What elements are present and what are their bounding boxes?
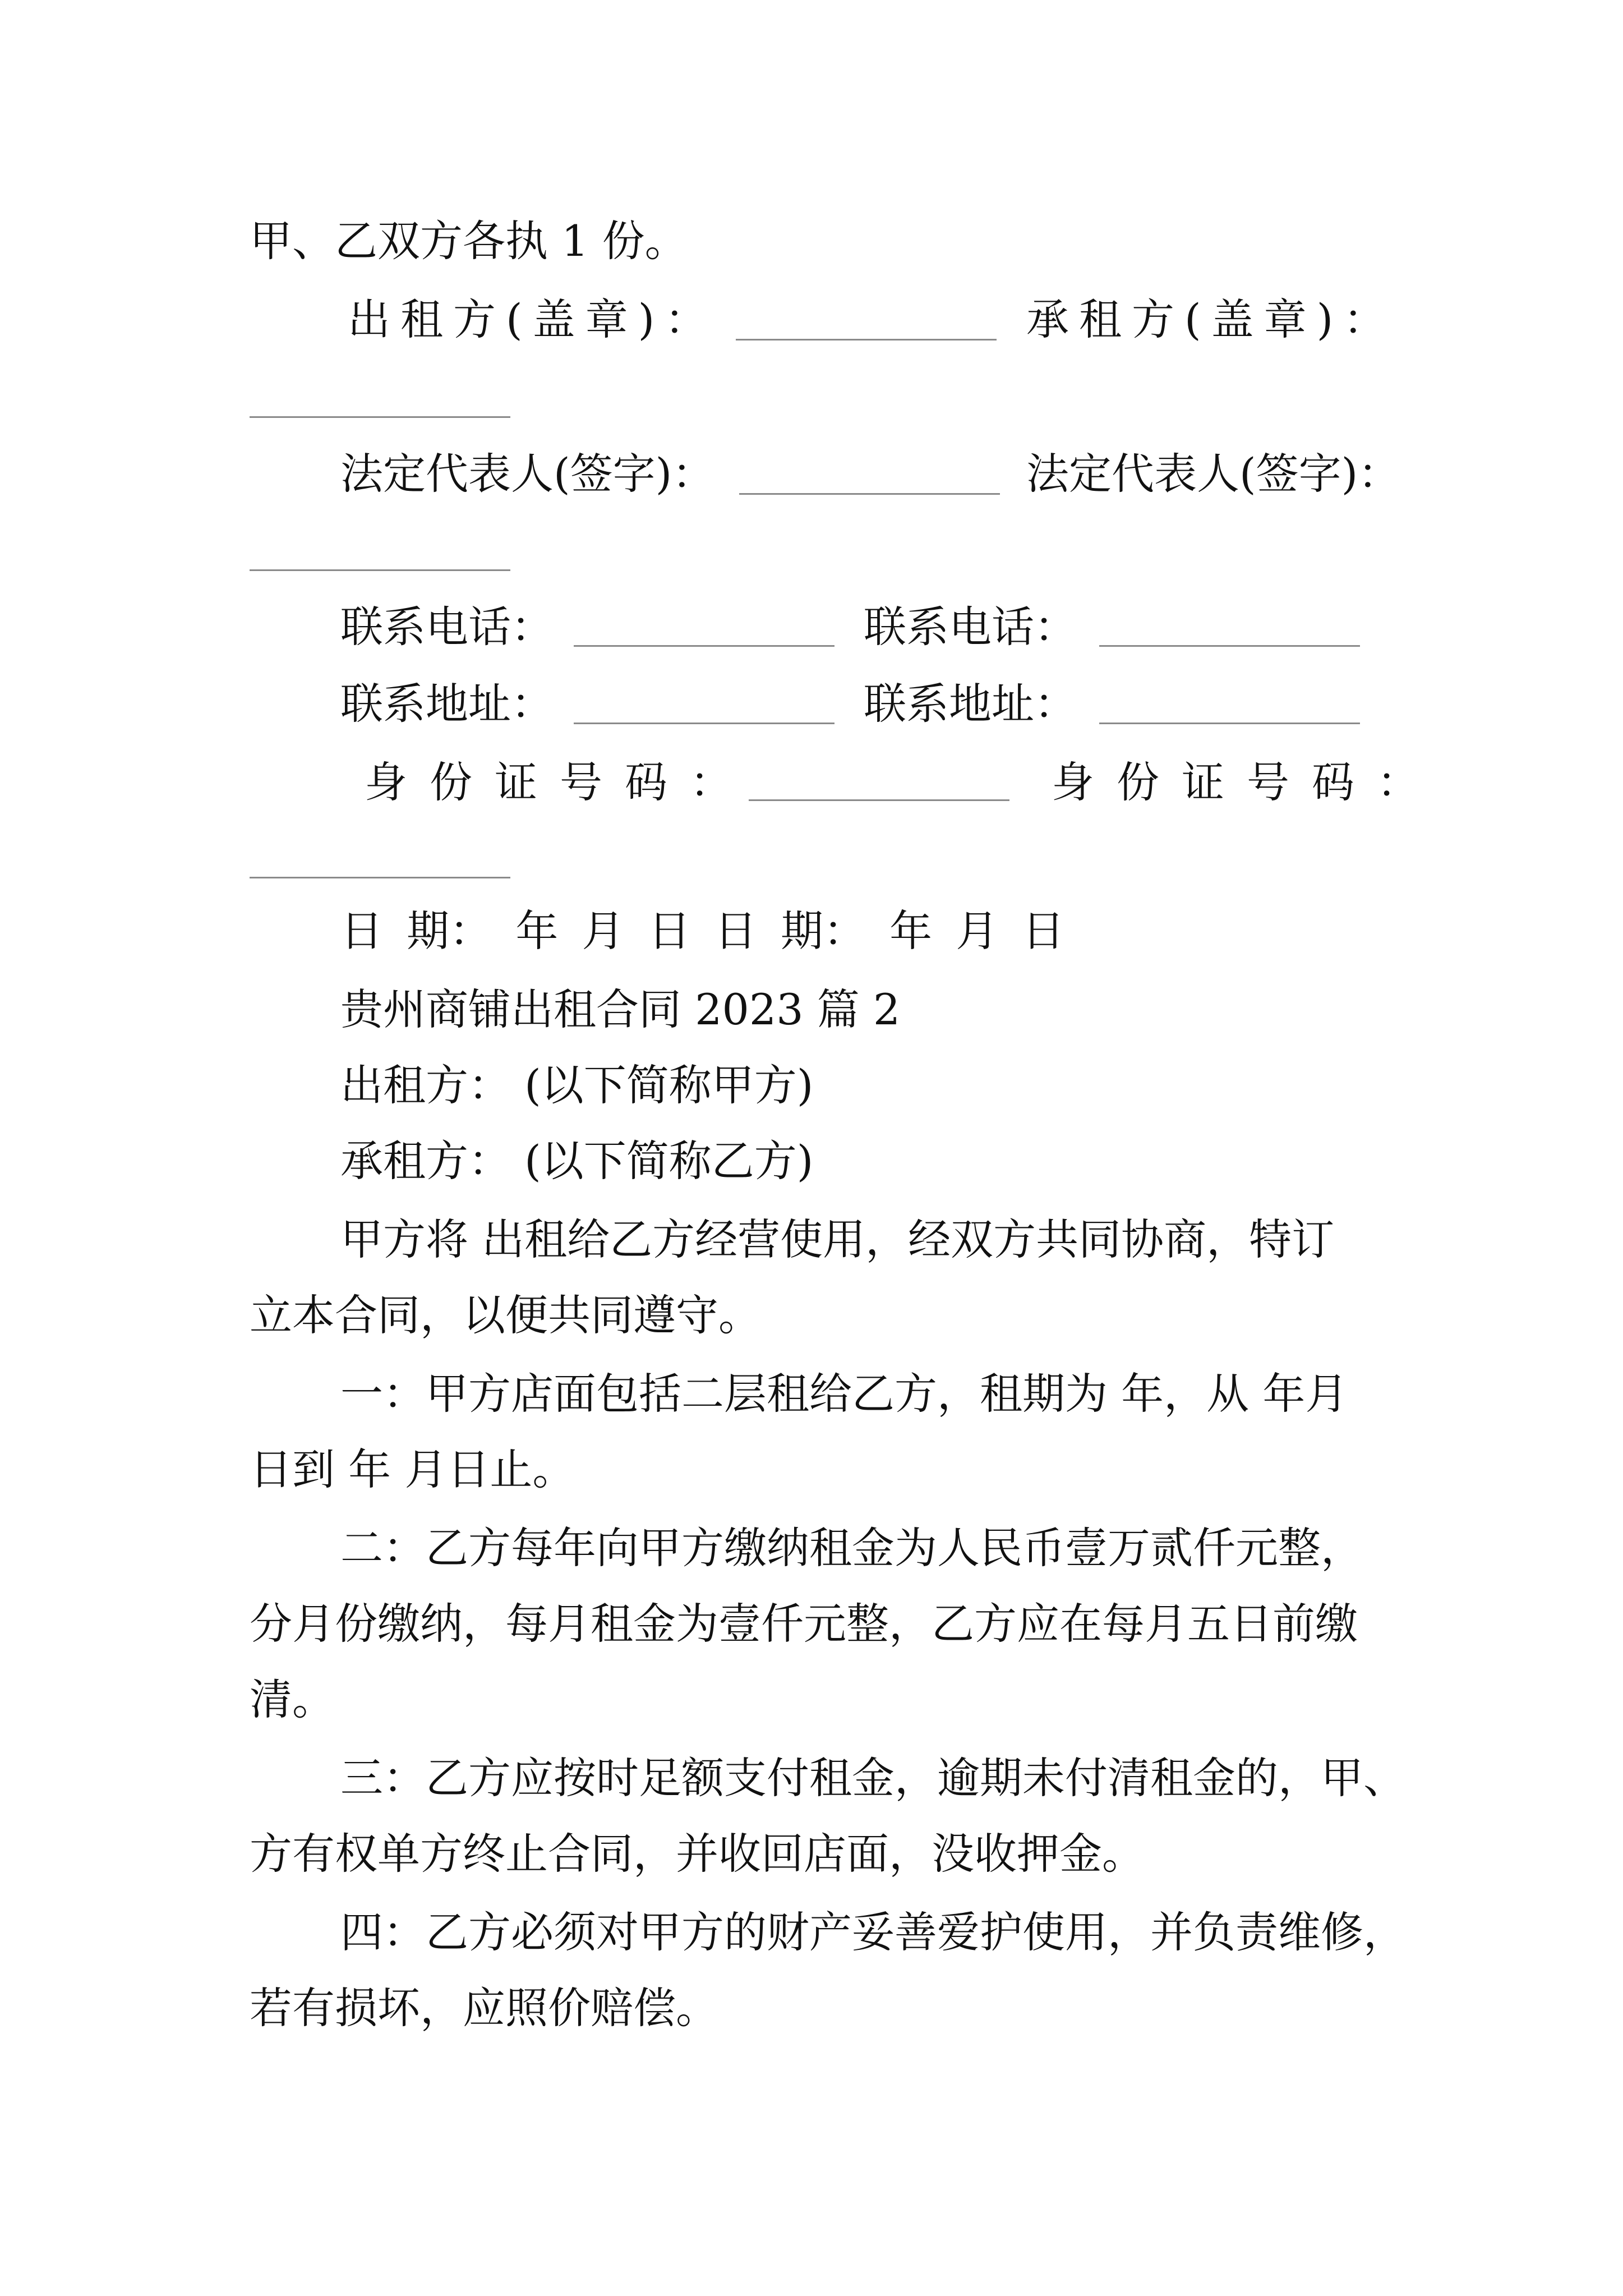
clause-3-line-1: 三：乙方应按时足额支付租金，逾期未付清租金的，甲、 xyxy=(340,1753,1406,1803)
id-b-blank xyxy=(250,877,510,878)
id-b-label: 身份证号码： xyxy=(1052,757,1442,807)
address-a-label: 联系地址： xyxy=(340,679,554,729)
phone-b-blank xyxy=(1099,645,1360,647)
clause-4-line-2: 若有损坏，应照价赔偿。 xyxy=(250,1983,718,2033)
legal-rep-a-blank xyxy=(739,493,1000,495)
contract-title: 贵州商铺出租合同 2023 篇 2 xyxy=(340,984,901,1034)
address-b-blank xyxy=(1099,723,1360,724)
legal-rep-b-blank xyxy=(250,569,510,571)
clause-4-line-1: 四：乙方必须对甲方的财产妥善爱护使用，并负责维修， xyxy=(340,1907,1406,1957)
date-line: 日 期： 年 月 日 日 期： 年 月 日 xyxy=(340,906,1065,956)
lessee-line: 承租方： (以下简称乙方) xyxy=(340,1136,814,1186)
phone-a-blank xyxy=(574,645,834,647)
legal-rep-a-label: 法定代表人(签字)： xyxy=(340,449,715,499)
id-a-blank xyxy=(749,799,1009,801)
clause-2-line-3: 清。 xyxy=(250,1674,335,1724)
clause-2-line-1: 二：乙方每年向甲方缴纳租金为人民币壹万贰仟元整， xyxy=(340,1523,1363,1573)
intro-line-1: 甲方将 出租给乙方经营使用，经双方共同协商，特订 xyxy=(340,1214,1335,1264)
lessor-seal-label: 出租方(盖章)： xyxy=(348,295,718,344)
clause-1-line-2: 日到 年 月日止。 xyxy=(250,1444,575,1494)
closing-line: 甲、乙双方各执 1 份。 xyxy=(250,216,688,266)
id-a-label: 身份证号码： xyxy=(365,757,755,807)
clause-1-line-1: 一：甲方店面包括二层租给乙方，租期为 年，从 年月 xyxy=(340,1369,1348,1419)
phone-a-label: 联系电话： xyxy=(340,602,554,652)
clause-3-line-2: 方有权单方终止合同，并收回店面，没收押金。 xyxy=(250,1829,1145,1879)
lessee-seal-label: 承租方(盖章)： xyxy=(1026,295,1396,344)
intro-line-2: 立本合同，以便共同遵守。 xyxy=(250,1290,761,1340)
lessor-seal-blank xyxy=(736,339,997,341)
lessor-line: 出租方： (以下简称甲方) xyxy=(340,1060,814,1110)
phone-b-label: 联系电话： xyxy=(864,602,1077,652)
address-b-label: 联系地址： xyxy=(864,679,1077,729)
clause-2-line-2: 分月份缴纳，每月租金为壹仟元整，乙方应在每月五日前缴 xyxy=(250,1599,1358,1649)
address-a-blank xyxy=(574,723,834,724)
lessee-seal-blank xyxy=(250,416,510,418)
legal-rep-b-label: 法定代表人(签字)： xyxy=(1026,449,1401,499)
